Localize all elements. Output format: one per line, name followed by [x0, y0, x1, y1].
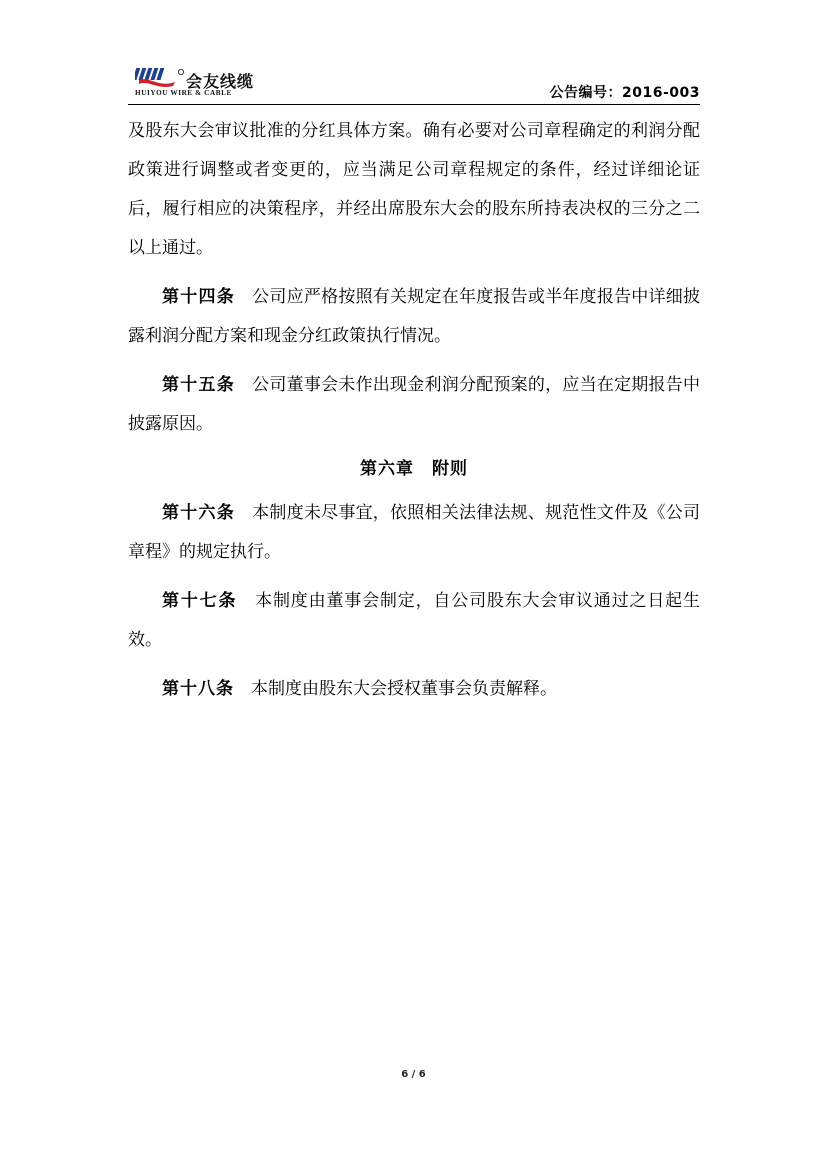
- company-logo: [135, 66, 295, 98]
- continuation-paragraph: 及股东大会审议批准的分红具体方案。确有必要对公司章程确定的利润分配政策进行调整或者变更的，应当满足公司章程规定的条件，经过详细论证后，履行相应的决策程序，并经出席股东大会的股东所持表决权的三分之二以上通过。: [128, 121, 700, 258]
- notice-number: 公告编号：2016-003: [549, 85, 700, 101]
- page-header: [128, 62, 700, 105]
- article-label: 第十四条: [162, 287, 235, 307]
- article-14: [128, 278, 700, 356]
- logo-english-name: HUIYOU WIRE & CABLE: [135, 89, 232, 97]
- article-text: 本制度未尽事宜，依照相关法律法规、规范性文件及《公司章程》的规定执行。: [128, 503, 701, 562]
- article-text: 本制度由董事会制定，自公司股东大会审议通过之日起生效。: [128, 591, 701, 650]
- article-label: 第十六条: [162, 503, 235, 523]
- article-18: [128, 670, 700, 709]
- article-15: [128, 366, 700, 444]
- article-text: 本制度由股东大会授权董事会负责解释。: [251, 679, 557, 699]
- logo-mark-icon: [135, 66, 185, 90]
- document-body: [128, 112, 700, 709]
- article-16: [128, 494, 700, 572]
- article-label: 第十七条: [162, 591, 238, 611]
- article-17: [128, 582, 700, 660]
- logo-chinese-name: 会友线缆: [186, 72, 255, 91]
- article-label: 第十五条: [162, 375, 235, 395]
- chapter-title: 第六章 附则: [360, 459, 468, 479]
- article-text: 公司应严格按照有关规定在年度报告或半年度报告中详细披露利润分配方案和现金分红政策执行情况。: [128, 287, 701, 346]
- article-label: 第十八条: [162, 679, 234, 699]
- page-number: 6 / 6: [401, 1069, 426, 1080]
- article-text: 公司董事会未作出现金利润分配预案的，应当在定期报告中披露原因。: [128, 375, 701, 434]
